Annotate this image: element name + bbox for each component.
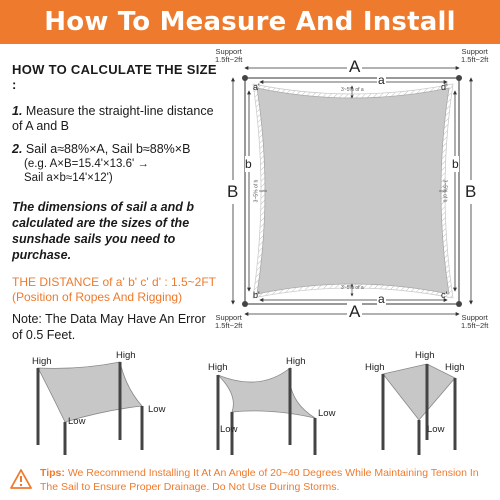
- support-label-bottom-left: Support 1.5ft~2ft: [215, 313, 243, 330]
- label-d-prime: d': [441, 82, 448, 92]
- installation-examples: [0, 340, 500, 465]
- support-label-top-left: Support 1.5ft~2ft: [215, 47, 243, 64]
- support-label-bottom-right: Support 1.5ft~2ft: [461, 313, 489, 330]
- sag-label-bottom: 3~5% of a: [341, 285, 364, 291]
- measurement-diagram: [215, 46, 500, 336]
- label-c-prime: c': [441, 290, 448, 300]
- step-2-text: Sail a≈88%×A, Sail b≈88%×B: [25, 142, 191, 156]
- scene-3-label-2: High: [415, 350, 435, 361]
- header-banner: [0, 0, 500, 44]
- step-1-text: Measure the straight-line distance of A and B: [12, 104, 214, 133]
- post-bottom-right: [456, 301, 462, 307]
- scene-2-graphic: [190, 340, 340, 460]
- scene-1-label-3: Low: [148, 404, 166, 415]
- scene-2: [190, 340, 340, 460]
- scene-3: [355, 340, 495, 460]
- sag-label-left: 3~5% of b: [253, 179, 260, 203]
- tips-body: We Recommend Installing It At An Angle of 20~40 Degrees While Maintaining Tension In The Sail to Ensure Proper Drainage. Do Not Use During Storms.: [40, 467, 479, 493]
- calculate-heading: HOW TO CALCULATE THE SIZE :: [12, 62, 217, 92]
- label-a-prime: a': [253, 82, 260, 92]
- label-b-left: b: [245, 157, 252, 171]
- scene-2-label-3: Low: [318, 408, 336, 419]
- post-bottom-left: [242, 301, 248, 307]
- scene-1: [20, 340, 170, 460]
- scene-1-label-1: High: [32, 356, 52, 367]
- label-B-left: B: [227, 180, 238, 204]
- support-label-top-right: Support 1.5ft~2ft: [461, 47, 489, 64]
- distance-line-1: THE DISTANCE of a' b' c' d' : 1.5~2FT: [12, 275, 217, 289]
- sag-label-top: 3~5% of a: [341, 87, 364, 93]
- label-a-bottom: a: [378, 292, 385, 306]
- label-a-top: a: [378, 73, 385, 87]
- sail-shape: [257, 88, 449, 294]
- error-note: Note: The Data May Have An Error of 0.5 Feet.: [12, 312, 206, 342]
- step-2-number: 2.: [12, 142, 23, 156]
- step-2: [12, 142, 217, 157]
- example-line-2: Sail a×b≈14'×12'): [24, 172, 113, 184]
- tips-section: [10, 466, 494, 494]
- warning-triangle-icon: [10, 468, 32, 490]
- scene-1-label-2: High: [116, 350, 136, 361]
- step-1-number: 1.: [12, 104, 23, 118]
- tips-text-block: [40, 466, 494, 494]
- post-top-left: [242, 75, 248, 81]
- label-b-prime: b': [253, 290, 260, 300]
- emphasis-text: The dimensions of sail a and b calculated are the sizes of the sunshade sails you need to purchase.: [12, 200, 194, 262]
- step-1: [12, 104, 217, 134]
- tips-label: Tips:: [40, 467, 65, 479]
- label-b-right: b: [452, 157, 459, 171]
- label-A-bottom: A: [349, 302, 361, 321]
- scene-3-label-4: Low: [427, 424, 445, 435]
- scene-3-label-1: High: [365, 362, 385, 373]
- distance-line-2: (Position of Ropes And Rigging): [12, 290, 183, 304]
- scene-2-label-4: Low: [220, 424, 238, 435]
- example-line-1: (e.g. A×B=15.4'×13.6' →: [24, 158, 149, 170]
- scene-2-label-2: High: [286, 356, 306, 367]
- page-title: How To Measure And Install: [44, 7, 456, 37]
- scene-2-label-1: High: [208, 362, 228, 373]
- instructions-panel: [12, 62, 217, 343]
- scene-1-label-4: Low: [68, 416, 86, 427]
- label-B-right: B: [465, 180, 476, 204]
- scene-3-label-3: High: [445, 362, 465, 373]
- sag-label-right: 3~5% of b: [441, 179, 448, 203]
- post-top-right: [456, 75, 462, 81]
- label-A-top: A: [349, 57, 361, 76]
